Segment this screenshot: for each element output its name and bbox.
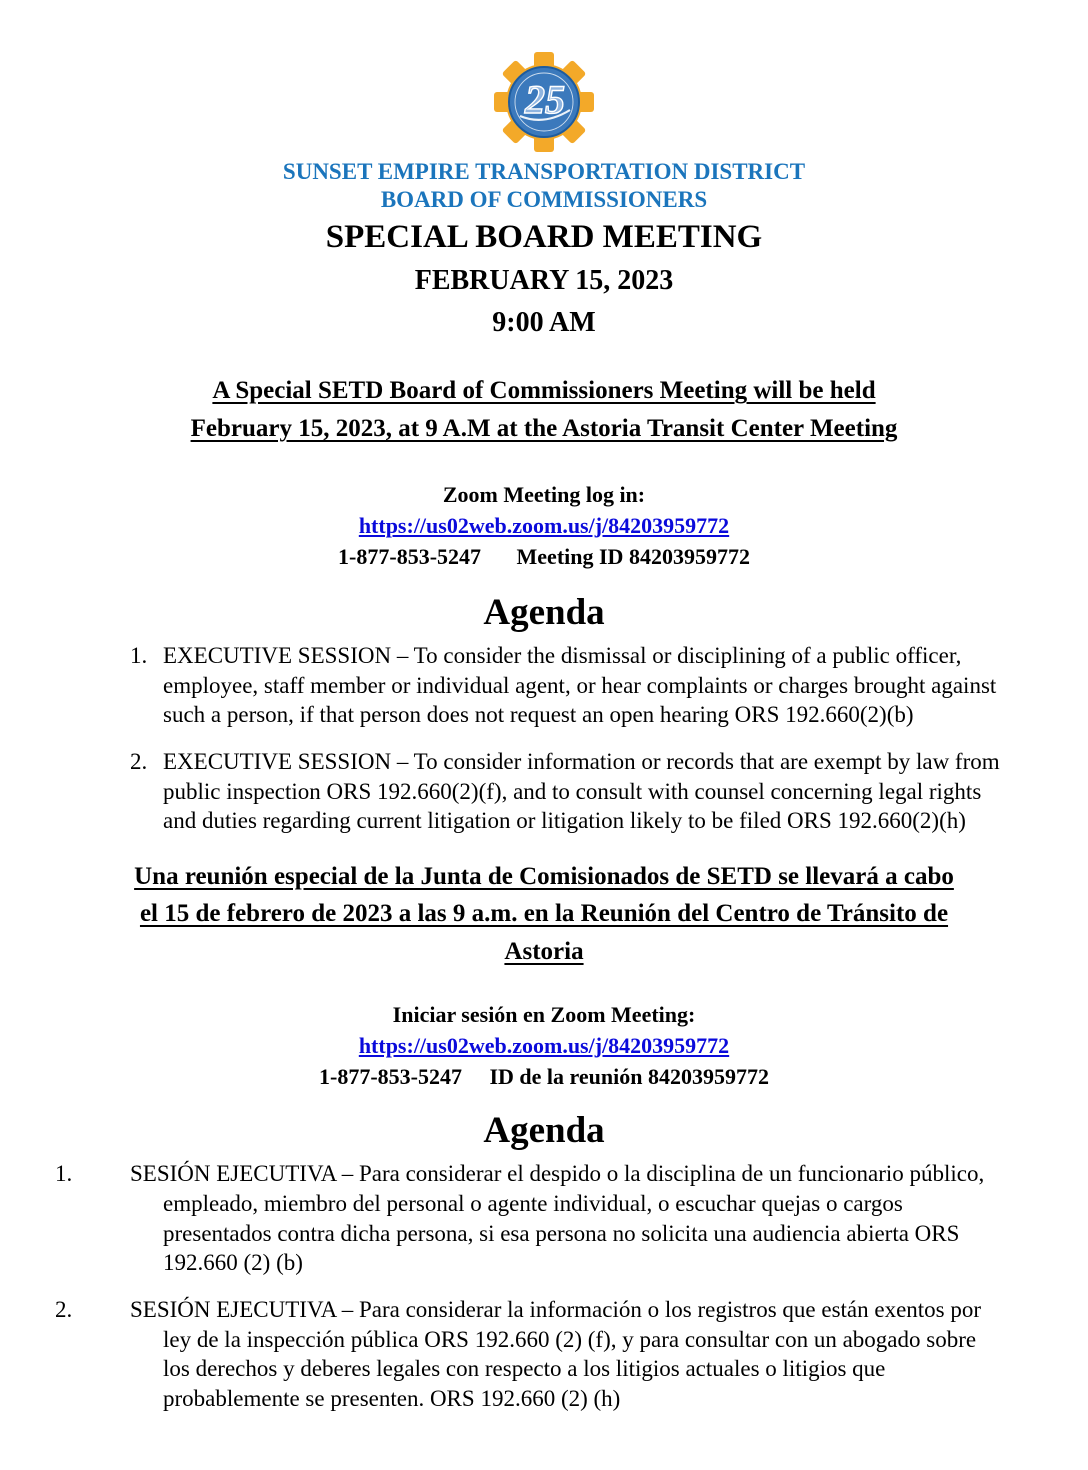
agenda-item-spanish-2: 2. SESIÓN EJECUTIVA – Para considerar la información o los registros que están exentos por ley de la inspección pública ORS 192.660 (2) (f), y para consultar con un abogado sobre los derechos y deberes legales con respecto a los litigios actuales o litigios que probablemente se presenten. ORS 192.660 (2) (h) [55, 1296, 982, 1411]
zoom-phone-row [88, 542, 1000, 573]
meeting-title: SPECIAL BOARD MEETING [325, 219, 763, 256]
zoom-phone-number: 1-877-853-5247 [338, 543, 482, 569]
agenda-item-text: EXECUTIVE SESSION – To consider information or records that are exempt by law from public inspection ORS 192.660(2)(f), and to consult with counsel concerning legal rights and duties regarding current litigation or litigation likely to be filed ORS 192.660(2)(h) [163, 748, 1000, 834]
setd-25th-anniversary-logo-icon [492, 52, 596, 152]
agenda-item-english-1 [88, 641, 1000, 730]
zoom-meeting-id: Meeting ID 84203959772 [516, 543, 750, 569]
announcement-english-line2: February 15, 2023, at 9 A.M at the Astoria Transit Center Meeting [190, 414, 898, 442]
announcement-spanish-line1: Una reunión especial de la Junta de Comisionados de SETD se llevará a cabo [134, 862, 954, 890]
logo-badge-number: 25 [525, 77, 565, 122]
announcement-english [88, 372, 1000, 447]
agenda-list-english [88, 641, 1000, 836]
zoom-meeting-link-spanish[interactable]: https://us02web.zoom.us/j/84203959772 [358, 1033, 730, 1059]
announcement-spanish-line3: Astoria [504, 937, 584, 965]
agenda-item-text: SESIÓN EJECUTIVA – Para considerar la información o los registros que están exentos por ley de la inspección pública ORS 192.660 (2) (f), y para consultar con un abogado sobre los derechos y deberes legales con respecto a los litigios actuales o litigios que probablemente se presenten. ORS 192.660 (2) (h) [130, 1296, 982, 1411]
agenda-item-text: SESIÓN EJECUTIVA – Para considerar el despido o la disciplina de un funcionario público, empleado, miembro del personal o agente individual, o escuchar quejas o cargos presentados contra dicha persona, si esa persona no solicita una audiencia abierta ORS 192.660 (2) (b) [130, 1161, 985, 1276]
agenda-item-number: 2. [130, 748, 148, 774]
zoom-info-english [88, 480, 1000, 572]
announcement-spanish [88, 858, 1000, 971]
org-name-line1: SUNSET EMPIRE TRANSPORTATION DISTRICT [282, 159, 806, 184]
zoom-meeting-id-spanish: ID de la reunión 84203959772 [489, 1064, 769, 1090]
agenda-item-number: 1. [130, 643, 148, 668]
zoom-login-label-spanish: Iniciar sesión en Zoom Meeting: [392, 1002, 696, 1028]
agenda-item-spanish-1: 1. SESIÓN EJECUTIVA – Para considerar el despido o la disciplina de un funcionario público, empleado, miembro del personal o agente individual, o escuchar quejas o cargos presentados contra dicha persona, si esa persona no solicita una audiencia abierta ORS 192.660 (2) (b) [55, 1161, 985, 1276]
agenda-list-spanish [55, 1159, 1000, 1413]
agenda-item-text: EXECUTIVE SESSION – To consider the dismissal or disciplining of a public officer, employee, staff member or individual agent, or hear complaints or charges brought against such a person, if that person does not request an open hearing ORS 192.660(2)(b) [163, 643, 997, 728]
zoom-phone-number-spanish: 1-877-853-5247 [319, 1064, 462, 1090]
zoom-info-spanish [88, 1000, 1000, 1092]
announcement-english-line1: A Special SETD Board of Commissioners Meeting will be held [212, 377, 876, 405]
agenda-heading-english: Agenda [483, 591, 605, 633]
meeting-time: 9:00 AM [492, 306, 596, 338]
announcement-spanish-line2: el 15 de febrero de 2023 a las 9 a.m. en la Reunión del Centro de Tránsito de [139, 900, 949, 928]
org-name-line2: BOARD OF COMMISSIONERS [380, 187, 708, 213]
agenda-item-english-2 [88, 747, 1000, 836]
agenda-heading-spanish: Agenda [483, 1109, 605, 1151]
zoom-login-label: Zoom Meeting log in: [442, 482, 646, 508]
meeting-date: FEBRUARY 15, 2023 [414, 265, 674, 297]
zoom-meeting-link[interactable]: https://us02web.zoom.us/j/84203959772 [358, 513, 730, 539]
zoom-phone-row-spanish [88, 1062, 1000, 1093]
